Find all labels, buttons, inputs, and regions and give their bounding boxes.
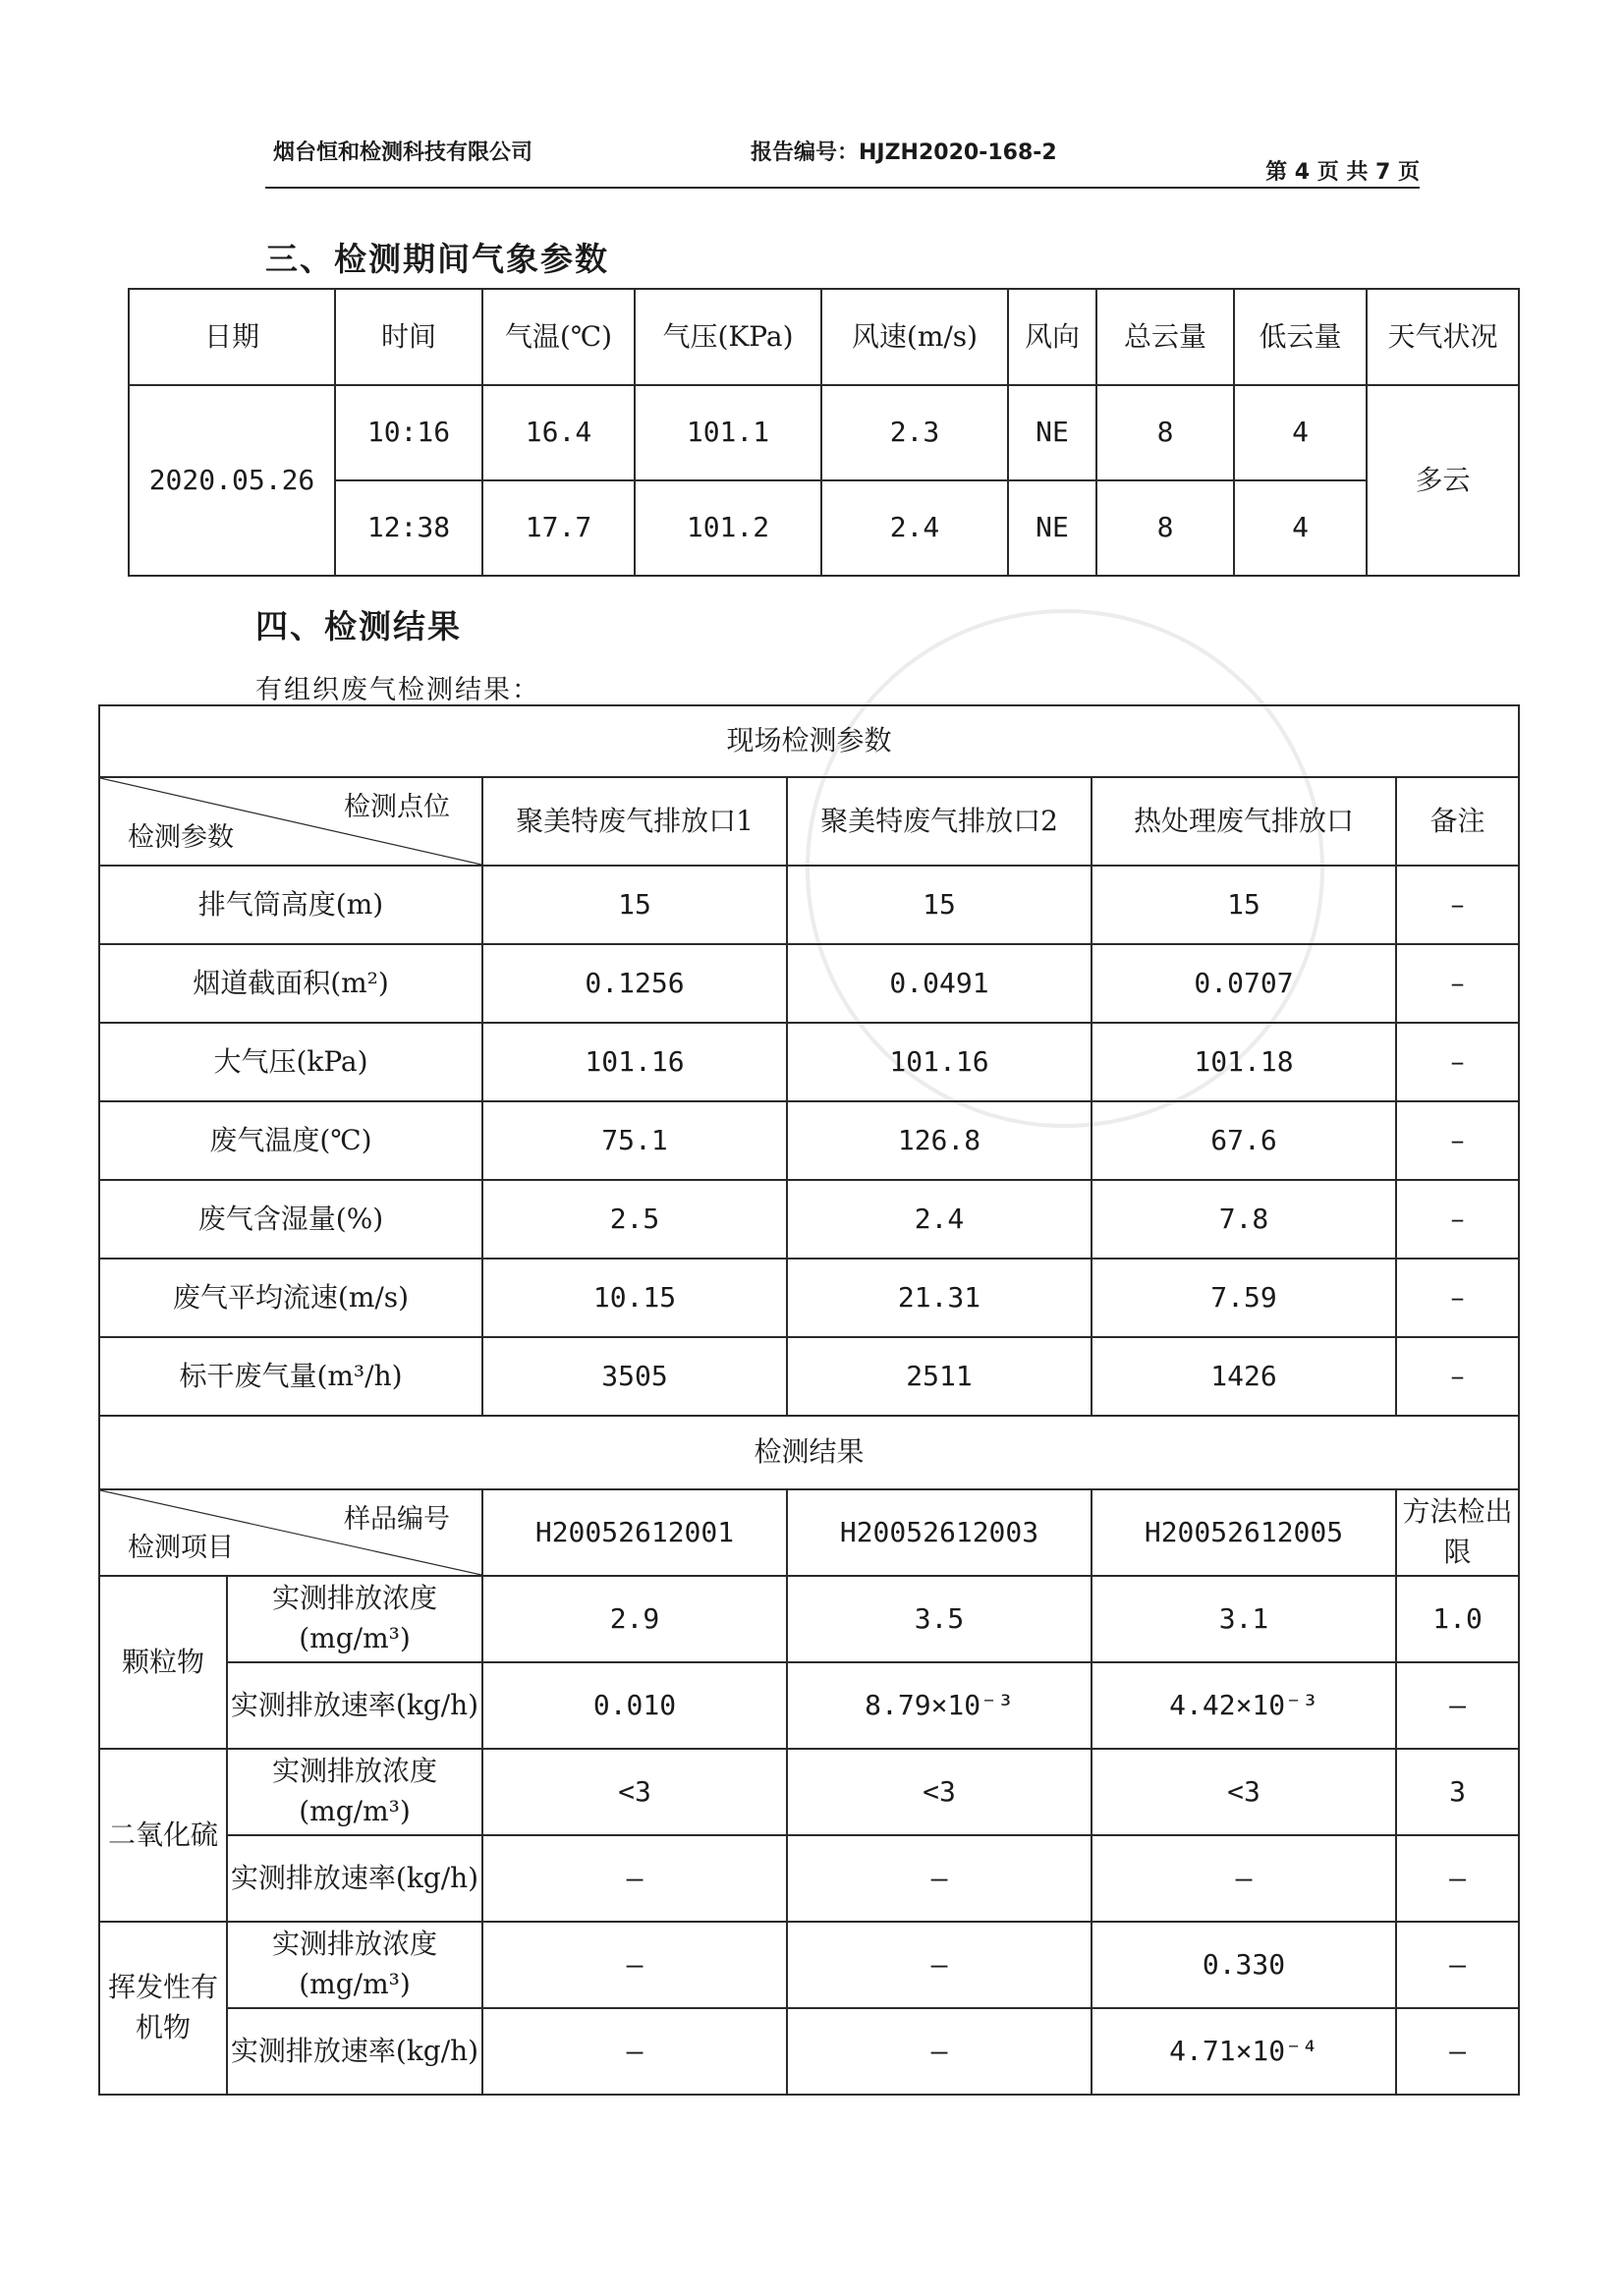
weather-total-cloud: 8: [1096, 385, 1234, 480]
point-header: 聚美特废气排放口1: [482, 777, 787, 866]
param-name: 废气平均流速(m/s): [99, 1259, 482, 1337]
param-row: [99, 1337, 1519, 1416]
col-pressure: 气压(KPa): [635, 289, 821, 385]
result-value: <3: [787, 1749, 1092, 1835]
col-date: 日期: [129, 289, 335, 385]
result-diagonal-header: [99, 1489, 482, 1576]
result-value: <3: [1092, 1749, 1396, 1835]
weather-pressure: 101.2: [635, 480, 821, 576]
result-item: 实测排放速率(kg/h): [227, 2008, 482, 2095]
param-value: 3505: [482, 1337, 787, 1416]
param-name: 标干废气量(m³/h): [99, 1337, 482, 1416]
weather-total-cloud: 8: [1096, 480, 1234, 576]
result-value: 4.71×10⁻⁴: [1092, 2008, 1396, 2095]
weather-temp: 16.4: [482, 385, 635, 480]
result-value: 8.79×10⁻³: [787, 1662, 1092, 1749]
result-limit: 1.0: [1396, 1576, 1519, 1662]
weather-time: 10:16: [335, 385, 482, 480]
diag-bottom-label: 检测项目: [128, 1532, 234, 1563]
result-item: 实测排放速率(kg/h): [227, 1662, 482, 1749]
param-value: 15: [1092, 866, 1396, 944]
page-header: [265, 130, 1420, 189]
col-temp: 气温(℃): [482, 289, 635, 385]
field-diagonal-header: [99, 777, 482, 866]
param-value: 0.1256: [482, 944, 787, 1023]
param-remark: –: [1396, 1023, 1519, 1101]
param-value: 75.1: [482, 1101, 787, 1180]
param-value: 2.5: [482, 1180, 787, 1259]
param-remark: –: [1396, 1337, 1519, 1416]
param-remark: –: [1396, 944, 1519, 1023]
weather-wind-speed: 2.3: [821, 385, 1008, 480]
param-value: 2.4: [787, 1180, 1092, 1259]
group-name: 二氧化硫: [99, 1749, 227, 1922]
result-title-row: [99, 1416, 1519, 1489]
param-row: [99, 1023, 1519, 1101]
limit-header: 方法检出限: [1396, 1489, 1519, 1576]
param-name: 废气温度(℃): [99, 1101, 482, 1180]
param-row: [99, 1180, 1519, 1259]
param-value: 1426: [1092, 1337, 1396, 1416]
param-value: 126.8: [787, 1101, 1092, 1180]
param-remark: –: [1396, 1180, 1519, 1259]
diag-top-label: 检测点位: [344, 792, 450, 822]
param-remark: –: [1396, 1259, 1519, 1337]
result-value: 3.5: [787, 1576, 1092, 1662]
param-row: [99, 944, 1519, 1023]
result-row: [99, 1662, 1519, 1749]
result-item: 实测排放速率(kg/h): [227, 1835, 482, 1922]
col-wind-dir: 风向: [1008, 289, 1096, 385]
weather-wind-dir: NE: [1008, 385, 1096, 480]
param-value: 0.0707: [1092, 944, 1396, 1023]
result-value: 0.330: [1092, 1922, 1396, 2008]
param-value: 101.16: [787, 1023, 1092, 1101]
result-item: 实测排放浓度(mg/m³): [227, 1749, 482, 1835]
point-header: 聚美特废气排放口2: [787, 777, 1092, 866]
report-number: 报告编号：HJZH2020-168-2: [751, 140, 1057, 165]
weather-row: [129, 480, 1519, 576]
result-row: [99, 1922, 1519, 2008]
param-row: [99, 1101, 1519, 1180]
weather-condition: 多云: [1367, 385, 1519, 576]
result-value: –: [482, 2008, 787, 2095]
result-value: –: [1092, 1835, 1396, 1922]
param-value: 15: [787, 866, 1092, 944]
group-name: 挥发性有机物: [99, 1922, 227, 2095]
diag-bottom-label: 检测参数: [128, 821, 234, 853]
param-row: [99, 866, 1519, 944]
sample-id: H20052612003: [787, 1489, 1092, 1576]
param-value: 2511: [787, 1337, 1092, 1416]
param-remark: –: [1396, 1101, 1519, 1180]
result-value: 0.010: [482, 1662, 787, 1749]
param-value: 0.0491: [787, 944, 1092, 1023]
result-value: 2.9: [482, 1576, 787, 1662]
result-limit: –: [1396, 1835, 1519, 1922]
col-wind-speed: 风速(m/s): [821, 289, 1008, 385]
result-row: [99, 2008, 1519, 2095]
point-header: 热处理废气排放口: [1092, 777, 1396, 866]
page-number: 第 4 页 共 7 页: [1265, 160, 1420, 185]
result-value: –: [787, 2008, 1092, 2095]
param-value: 7.8: [1092, 1180, 1396, 1259]
result-limit: 3: [1396, 1749, 1519, 1835]
param-name: 废气含湿量(%): [99, 1180, 482, 1259]
weather-header-row: [129, 289, 1519, 385]
result-row: [99, 1576, 1519, 1662]
param-name: 烟道截面积(m²): [99, 944, 482, 1023]
result-value: 4.42×10⁻³: [1092, 1662, 1396, 1749]
remark-header: 备注: [1396, 777, 1519, 866]
sample-id: H20052612005: [1092, 1489, 1396, 1576]
field-header-row: [99, 777, 1519, 866]
result-limit: –: [1396, 1922, 1519, 2008]
param-value: 7.59: [1092, 1259, 1396, 1337]
weather-row: [129, 385, 1519, 480]
group-name: 颗粒物: [99, 1576, 227, 1749]
result-item: 实测排放浓度(mg/m³): [227, 1922, 482, 2008]
result-row: [99, 1749, 1519, 1835]
result-header-row: [99, 1489, 1519, 1576]
weather-table: [128, 288, 1520, 577]
field-params-title: 现场检测参数: [99, 705, 1519, 777]
result-item: 实测排放浓度(mg/m³): [227, 1576, 482, 1662]
result-value: <3: [482, 1749, 787, 1835]
col-low-cloud: 低云量: [1234, 289, 1367, 385]
result-limit: –: [1396, 2008, 1519, 2095]
param-value: 15: [482, 866, 787, 944]
result-value: –: [787, 1922, 1092, 2008]
result-limit: –: [1396, 1662, 1519, 1749]
param-remark: –: [1396, 866, 1519, 944]
param-value: 21.31: [787, 1259, 1092, 1337]
section-subtitle: 有组织废气检测结果：: [255, 675, 540, 705]
result-title: 检测结果: [99, 1416, 1519, 1489]
result-value: –: [482, 1835, 787, 1922]
col-total-cloud: 总云量: [1096, 289, 1234, 385]
param-name: 大气压(kPa): [99, 1023, 482, 1101]
field-title-row: [99, 705, 1519, 777]
param-value: 101.16: [482, 1023, 787, 1101]
weather-low-cloud: 4: [1234, 385, 1367, 480]
col-weather: 天气状况: [1367, 289, 1519, 385]
col-time: 时间: [335, 289, 482, 385]
weather-date: 2020.05.26: [129, 385, 335, 576]
result-row: [99, 1835, 1519, 1922]
results-table: [98, 704, 1520, 2096]
section-title-results: 四、检测结果: [255, 607, 462, 645]
sample-id: H20052612001: [482, 1489, 787, 1576]
weather-temp: 17.7: [482, 480, 635, 576]
company-name: 烟台恒和检测科技有限公司: [273, 140, 533, 165]
weather-time: 12:38: [335, 480, 482, 576]
weather-wind-dir: NE: [1008, 480, 1096, 576]
param-value: 101.18: [1092, 1023, 1396, 1101]
weather-low-cloud: 4: [1234, 480, 1367, 576]
param-row: [99, 1259, 1519, 1337]
section-title-weather: 三、检测期间气象参数: [265, 240, 609, 278]
result-value: 3.1: [1092, 1576, 1396, 1662]
param-value: 67.6: [1092, 1101, 1396, 1180]
param-name: 排气筒高度(m): [99, 866, 482, 944]
diag-top-label: 样品编号: [344, 1504, 450, 1535]
weather-wind-speed: 2.4: [821, 480, 1008, 576]
result-value: –: [787, 1835, 1092, 1922]
result-value: –: [482, 1922, 787, 2008]
weather-pressure: 101.1: [635, 385, 821, 480]
param-value: 10.15: [482, 1259, 787, 1337]
